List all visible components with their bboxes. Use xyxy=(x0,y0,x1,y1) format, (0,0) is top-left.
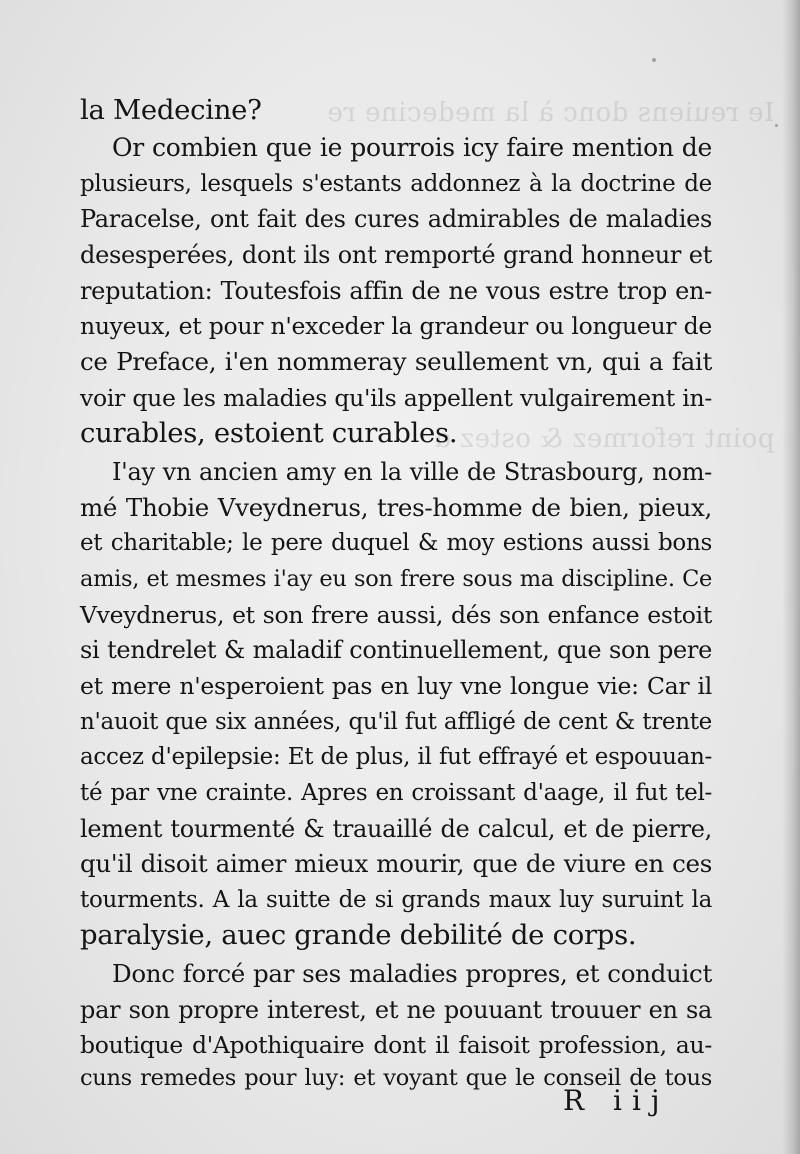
text-line: qu'il disoit aimer mieux mourir, que de viure en ces xyxy=(80,849,712,878)
text-line: lement tourmenté & trauaillé de calcul, et de pierre, xyxy=(80,815,712,843)
show-through-text: Ie reuiens donc à la medecine re xyxy=(326,98,774,128)
text-line: reputation: Toutesfois affin de ne vous estre trop en- xyxy=(80,277,712,305)
text-line: tourments. A la suitte de si grands maux luy suruint la xyxy=(80,887,712,913)
text-line: la Medecine? xyxy=(80,94,262,126)
text-line: plusieurs, lesquels s'estants addonnez à la doctrine de xyxy=(80,171,712,197)
ink-speck xyxy=(652,58,656,62)
text-line: Or combien que ie pourrois icy faire mention de xyxy=(112,133,712,162)
text-line: té par vne crainte. Apres en croissant d'aage, il fut tel- xyxy=(80,780,712,806)
text-line: amis, et mesmes i'ay eu son frere sous ma discipline. Ce xyxy=(80,566,712,592)
text-line: boutique d'Apothiquaire dont il faisoit profession, au- xyxy=(80,1031,712,1059)
text-line: ce Preface, i'en nommeray seullement vn, qui a fait xyxy=(80,347,712,376)
text-line: I'ay vn ancien amy en la ville de Strasbourg, nom- xyxy=(112,458,712,486)
text-line: mé Thobie Vveydnerus, tres-homme de bien, pieux, xyxy=(80,493,712,522)
text-line: Donc forcé par ses maladies propres, et conduict xyxy=(112,959,712,988)
text-line: par son propre interest, et ne pouuant trouuer en sa xyxy=(80,996,712,1024)
text-line: desesperées, dont ils ont remporté grand honneur et xyxy=(80,241,712,269)
text-line: et mere n'esperoient pas en luy vne longue vie: Car il xyxy=(80,672,712,700)
text-line: cuns remedes pour luy: et voyant que le conseil de tous xyxy=(80,1065,712,1091)
text-line: voir que les maladies qu'ils appellent vulgairement in- xyxy=(80,384,712,412)
text-line: nuyeux, et pour n'exceder la grandeur ou longueur de xyxy=(80,312,712,340)
text-line: Paracelse, ont fait des cures admirables de maladies xyxy=(80,205,712,233)
signature-mark: R iij xyxy=(563,1084,670,1117)
text-line: et charitable; le pere duquel & moy estions aussi bons xyxy=(80,530,712,556)
show-through-text: point reformez & ostez d xyxy=(433,424,774,454)
page-edge-shadow xyxy=(782,0,800,1154)
text-line: Vveydnerus, et son frere aussi, dés son enfance estoit xyxy=(80,601,712,629)
text-line: paralysie, auec grande debilité de corps. xyxy=(80,919,637,951)
text-line: curables, estoient curables. xyxy=(80,417,458,449)
text-line: n'auoit que six années, qu'il fut affligé de cent & trente xyxy=(80,709,712,735)
text-line: si tendrelet & maladif continuellement, que son pere xyxy=(80,636,712,664)
text-line: accez d'epilepsie: Et de plus, il fut effrayé et espouuan- xyxy=(80,744,712,770)
ink-speck xyxy=(775,124,778,127)
